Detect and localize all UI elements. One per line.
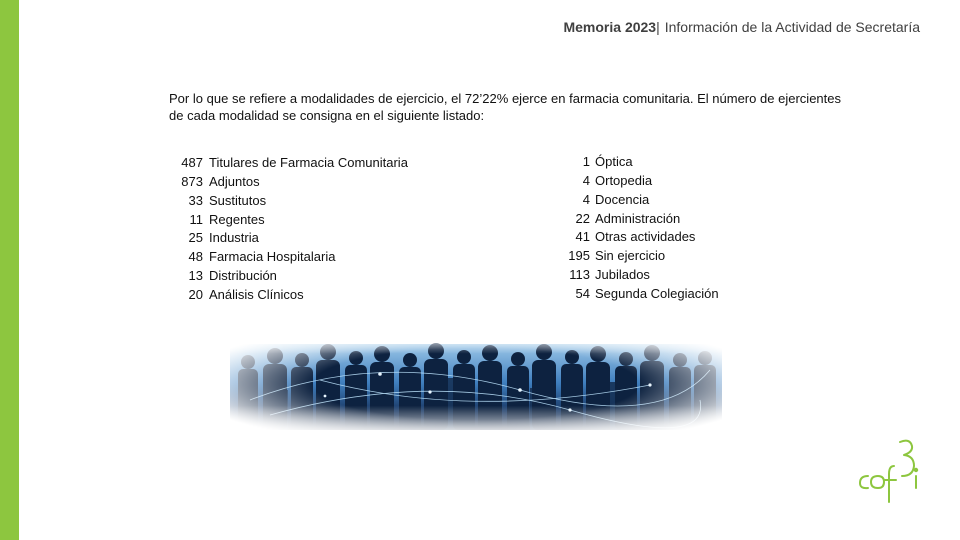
item-label: Ortopedia — [595, 172, 653, 188]
item-label: Jubilados — [595, 267, 650, 283]
modalidades-list-right — [562, 153, 719, 304]
item-count: 33 — [188, 192, 203, 208]
list-item — [562, 266, 719, 285]
item-label: Titulares de Farmacia Comunitaria — [209, 155, 408, 170]
item-count: 1 — [582, 154, 590, 169]
item-label: Otras actividades — [595, 229, 696, 245]
item-count: 25 — [188, 230, 203, 246]
item-count: 41 — [575, 229, 590, 245]
modalidades-list-left — [172, 154, 408, 305]
header-subtitle: Información de la Actividad de Secretaría — [664, 19, 920, 35]
list-item — [562, 285, 719, 304]
list-item — [172, 229, 408, 248]
left-accent-bar — [0, 0, 19, 540]
cofbi-logo — [856, 436, 924, 510]
item-count: 22 — [575, 210, 590, 226]
item-count: 11 — [189, 211, 203, 227]
header-title: Memoria 2023 — [563, 19, 657, 35]
item-label: Administración — [595, 210, 681, 226]
list-item — [562, 210, 719, 229]
item-label: Industria — [209, 230, 259, 246]
item-label: Farmacia Hospitalaria — [209, 249, 336, 265]
list-item — [172, 248, 408, 267]
item-count: 195 — [568, 248, 590, 264]
item-count: 4 — [582, 191, 590, 207]
list-item — [562, 172, 719, 191]
item-count: 487 — [181, 155, 203, 170]
item-label: Análisis Clínicos — [209, 286, 304, 302]
item-label: Regentes — [209, 211, 265, 227]
list-item — [172, 173, 408, 192]
item-label: Docencia — [595, 191, 650, 207]
list-item — [172, 211, 408, 230]
item-label: Óptica — [595, 154, 633, 169]
list-item — [562, 247, 719, 266]
item-count: 4 — [582, 172, 590, 188]
intro-paragraph: Por lo que se refiere a modalidades de ejercicio, el 72’22% ejerce en farmacia comunitaria. El número de ejercientes de cada modalidad se consigna en el siguiente listado: — [169, 91, 841, 123]
item-count: 113 — [569, 267, 590, 283]
list-item — [562, 228, 719, 247]
item-label: Adjuntos — [209, 173, 260, 189]
list-item — [562, 191, 719, 210]
list-item — [562, 153, 719, 172]
list-item — [172, 286, 408, 305]
page-header — [563, 19, 920, 35]
business-crowd-image — [230, 330, 722, 438]
item-count: 20 — [188, 286, 203, 302]
list-item — [172, 192, 408, 211]
list-item — [172, 154, 408, 173]
item-count: 873 — [181, 173, 203, 189]
item-label: Distribución — [209, 268, 277, 284]
item-count: 48 — [188, 249, 203, 265]
item-count: 13 — [188, 268, 203, 284]
item-count: 54 — [575, 285, 590, 301]
item-label: Sin ejercicio — [595, 248, 666, 264]
item-label: Segunda Colegiación — [595, 285, 719, 301]
item-label: Sustitutos — [209, 192, 267, 208]
header-separator: | — [656, 19, 660, 35]
list-item — [172, 267, 408, 286]
